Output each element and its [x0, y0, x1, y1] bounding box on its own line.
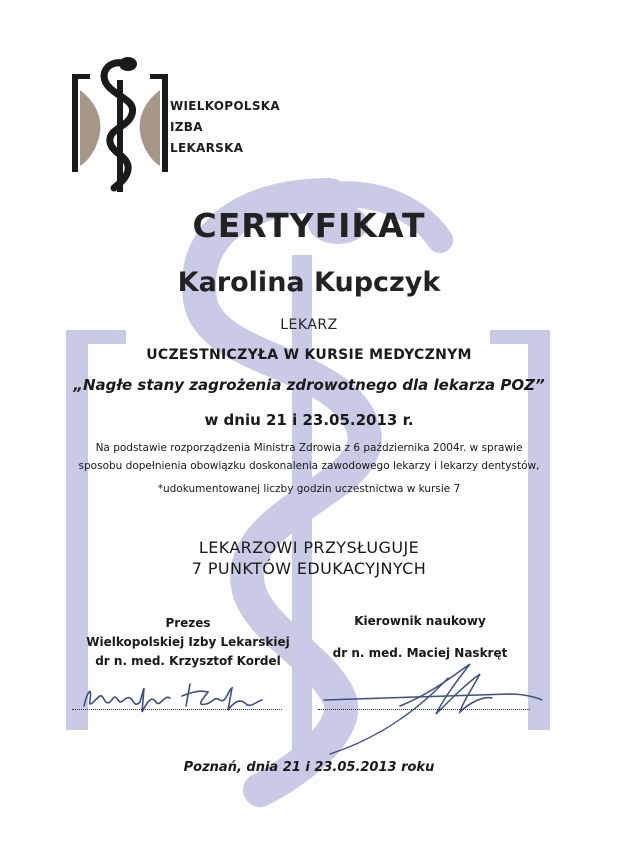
- signatory-role: Prezes: [165, 616, 211, 630]
- left-handwritten-signature: [78, 676, 268, 720]
- left-signature-line: [72, 709, 282, 710]
- signatory-person: dr n. med. Krzysztof Kordel: [95, 654, 281, 668]
- logo-line: IZBA: [170, 120, 203, 134]
- left-signatory-block: [70, 614, 306, 671]
- signatory-organization: Wielkopolskiej Izby Lekarskiej: [86, 635, 290, 649]
- right-signatory-role: Kierownik naukowy: [354, 614, 486, 628]
- logo-wordmark: [170, 96, 280, 159]
- logo-line: WIELKOPOLSKA: [170, 99, 280, 113]
- course-name: „Nagłe stany zagrożenia zdrowotnego dla lekarza POZ”: [73, 376, 545, 394]
- hours-note: *udokumentowanej liczby godzin uczestnictwa w kursie 7: [157, 483, 461, 495]
- course-dates: w dniu 21 i 23.05.2013 r.: [204, 411, 414, 429]
- legal-basis-line: sposobu dopełnienia obowiązku doskonalenia zawodowego lekarzy i lekarzy dentystów,: [78, 460, 540, 472]
- logo-line: LEKARSKA: [170, 141, 244, 155]
- certificate-title: CERTYFIKAT: [192, 206, 426, 245]
- caduceus-serpent-icon: [70, 50, 170, 195]
- place-and-date: Poznań, dnia 21 i 23.05.2013 roku: [183, 760, 435, 775]
- right-handwritten-signature: [320, 658, 548, 758]
- right-signature-line: [318, 709, 530, 710]
- right-signatory-person: dr n. med. Maciej Naskręt: [332, 646, 508, 660]
- participation-statement: UCZESTNICZYŁA W KURSIE MEDYCZNYM: [146, 347, 472, 363]
- legal-basis-line: Na podstawie rozporządzenia Ministra Zdrowia z 6 października 2004r. w sprawie: [95, 442, 523, 454]
- award-points: 7 PUNKTÓW EDUKACYJNYCH: [191, 559, 427, 578]
- recipient-name: Karolina Kupczyk: [177, 267, 441, 298]
- recipient-profession: LEKARZ: [280, 317, 338, 333]
- award-line: LEKARZOWI PRZYSŁUGUJE: [198, 538, 420, 557]
